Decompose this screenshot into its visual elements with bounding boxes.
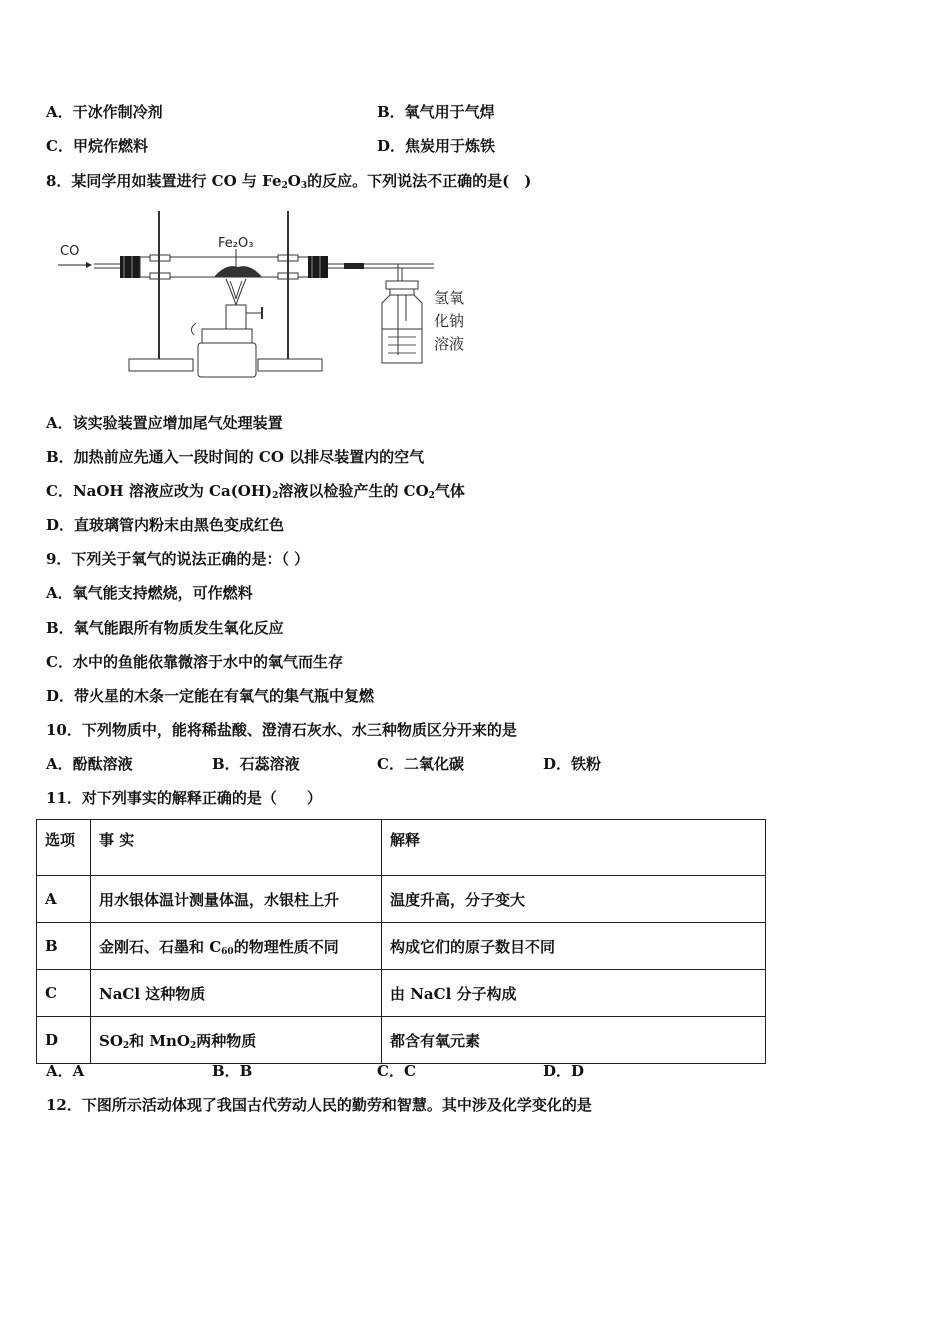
q10-option-c: C．二氧化碳 xyxy=(377,755,464,773)
bottle-stopper xyxy=(386,281,418,289)
left-stopper xyxy=(120,256,140,278)
burner-tube xyxy=(226,305,246,329)
q9-stem: 9．下列关于氧气的说法正确的是：（ ） xyxy=(46,550,310,568)
apparatus-figure xyxy=(56,205,486,383)
header-option: 选项 xyxy=(37,820,91,876)
q11-option-d: D．D xyxy=(543,1062,585,1080)
q11-option-c: C．C xyxy=(377,1062,416,1080)
q9-option-c: C．水中的鱼能依靠微溶于水中的氧气而生存 xyxy=(46,653,343,671)
bottle-label-line1: 氢氧 xyxy=(434,289,465,307)
q10-stem: 10．下列物质中，能将稀盐酸、澄清石灰水、水三种物质区分开来的是 xyxy=(46,721,517,739)
bottle-label-line2: 化钠 xyxy=(434,312,465,330)
table-row xyxy=(37,1017,766,1064)
figure-co-label: CO xyxy=(60,244,80,259)
table-row xyxy=(37,970,766,1017)
row-explanation: 构成它们的原子数目不同 xyxy=(382,923,766,970)
q8-option-a: A．该实验装置应增加尾气处理装置 xyxy=(46,414,283,432)
q8-option-d: D．直玻璃管内粉末由黑色变成红色 xyxy=(46,516,285,534)
row-option: C xyxy=(37,970,91,1017)
row-option: B xyxy=(37,923,91,970)
figure-fe2o3-label: Fe₂O₃ xyxy=(218,236,254,251)
q11-option-a: A．A xyxy=(46,1062,85,1080)
q7-option-d: D．焦炭用于炼铁 xyxy=(377,137,496,155)
table-row xyxy=(37,923,766,970)
q8-option-c: C．NaOH 溶液应改为 $Ca(OH)_2$溶液以检验产生的 $CO_2$气体 xyxy=(46,482,465,501)
row-option: D xyxy=(37,1017,91,1064)
alcohol-burner-body xyxy=(198,343,256,377)
bottle-label-line3: 溶液 xyxy=(434,335,465,353)
row-explanation: 温度升高，分子变大 xyxy=(382,876,766,923)
table-header-row xyxy=(37,820,766,876)
q8-stem: 8．某同学用如装置进行 CO 与 $Fe_2O_3$的反应。下列说法不正确的是( ) xyxy=(46,172,532,191)
q10-option-b: B．石蕊溶液 xyxy=(212,755,300,773)
q11-option-b: B．B xyxy=(212,1062,253,1080)
right-stopper xyxy=(308,256,328,278)
q8-option-b: B．加热前应先通入一段时间的 CO 以排尽装置内的空气 xyxy=(46,448,425,466)
q9-option-a: A．氧气能支持燃烧，可作燃料 xyxy=(46,584,253,602)
q9-option-d: D．带火星的木条一定能在有氧气的集气瓶中复燃 xyxy=(46,687,375,705)
q9-option-b: B．氧气能跟所有物质发生氧化反应 xyxy=(46,619,284,637)
q11-stem: 11．对下列事实的解释正确的是（ ） xyxy=(46,789,322,807)
fe2o3-powder xyxy=(214,266,262,277)
row-explanation: 由 NaCl 分子构成 xyxy=(382,970,766,1017)
gas-inlet-arrow-icon xyxy=(58,262,92,268)
q12-stem: 12．下图所示活动体现了我国古代劳动人民的勤劳和智慧。其中涉及化学变化的是 xyxy=(46,1096,592,1114)
row-fact: 用水银体温计测量体温，水银柱上升 xyxy=(91,876,382,923)
flame xyxy=(226,279,246,305)
header-fact: 事 实 xyxy=(91,820,382,876)
right-stand-base xyxy=(258,359,322,371)
q7-option-a: A．干冰作制冷剂 xyxy=(46,103,163,121)
table-row xyxy=(37,876,766,923)
left-stand-base xyxy=(129,359,193,371)
row-fact: NaCl 这种物质 xyxy=(91,970,382,1017)
row-fact: $SO_2$和 MnO$_2$两种物质 xyxy=(91,1017,382,1064)
q7-option-c: C．甲烷作燃料 xyxy=(46,137,148,155)
q7-option-b: B．氧气用于气焊 xyxy=(377,103,495,121)
q10-option-d: D．铁粉 xyxy=(543,755,602,773)
q10-option-a: A．酚酞溶液 xyxy=(46,755,133,773)
q11-facts-table xyxy=(36,819,766,1064)
row-option: A xyxy=(37,876,91,923)
row-explanation: 都含有氧元素 xyxy=(382,1017,766,1064)
row-fact: 金刚石、石墨和 $C_{60}$的物理性质不同 xyxy=(91,923,382,970)
header-explanation: 解释 xyxy=(382,820,766,876)
